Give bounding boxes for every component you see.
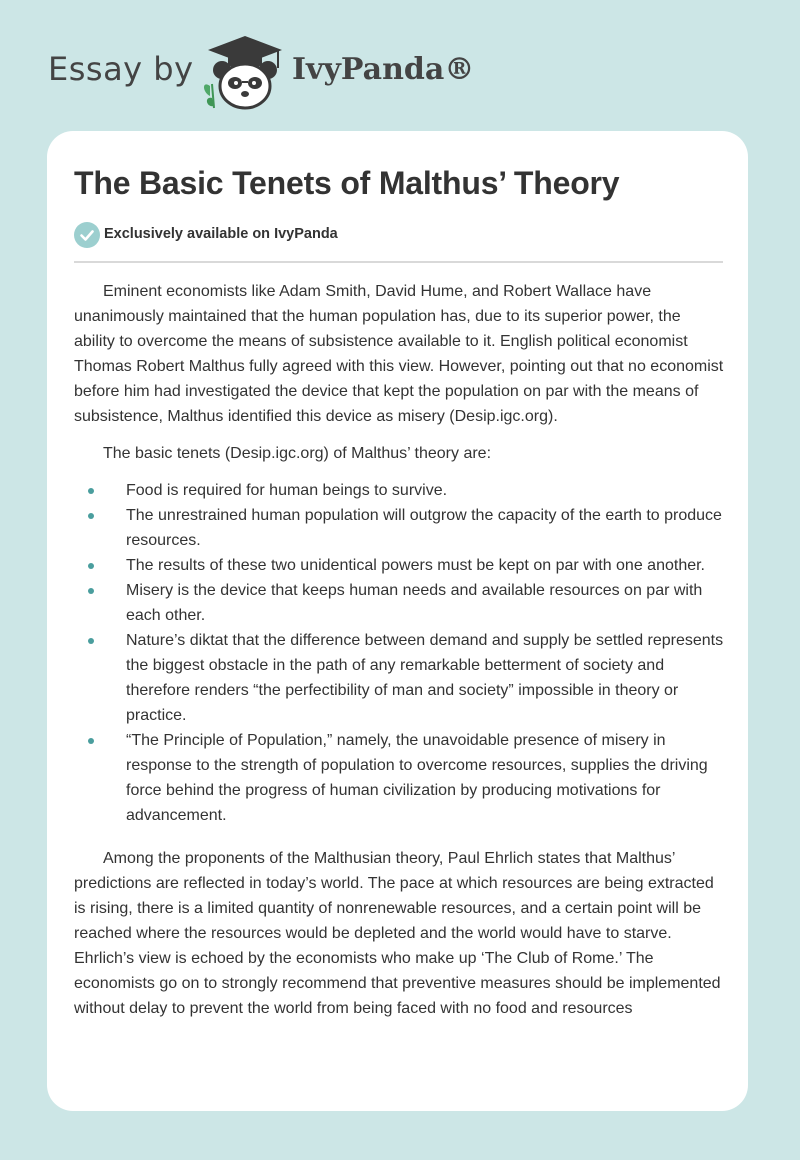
site-header: [0, 0, 800, 130]
list-item-text: Nature’s diktat that the difference between demand and supply be settled represents the biggest obstacle in the path of any remarkable betterment of society and therefore renders “the perfectibility of man and society” impossible in theory or practice.: [126, 632, 724, 724]
essay-card: [47, 131, 748, 1111]
list-item: [74, 578, 724, 628]
panda-logo-icon[interactable]: [198, 34, 292, 110]
divider: [74, 261, 723, 263]
bullet-icon: [88, 638, 94, 644]
bullet-icon: [88, 588, 94, 594]
list-item-text: The results of these two unidentical powers must be kept on par with one another.: [126, 557, 705, 574]
check-circle-icon: [74, 222, 100, 248]
list-item: [74, 628, 724, 728]
list-item-text: Food is required for human beings to survive.: [126, 482, 448, 499]
list-item-text: The unrestrained human population will outgrow the capacity of the earth to produce resources.: [126, 507, 722, 549]
essay-body: [74, 279, 724, 1033]
brand-name[interactable]: IvyPanda®: [292, 52, 475, 87]
badge-label: Exclusively available on IvyPanda: [104, 226, 338, 242]
page-title: The Basic Tenets of Malthus’ Theory: [74, 165, 620, 201]
paragraph: The basic tenets (Desip.igc.org) of Malthus’ theory are:: [103, 445, 492, 462]
list-item: [74, 553, 724, 578]
bullet-icon: [88, 563, 94, 569]
list-item: [74, 478, 724, 503]
list-item-text: Misery is the device that keeps human needs and available resources on par with each other.: [126, 582, 703, 624]
paragraph: Among the proponents of the Malthusian theory, Paul Ehrlich states that Malthus’ predictions are reflected in today’s world. The pace at which resources are being extracted is rising, there is a limited quantity of nonrenewable resources, and a certain point will be reached where the resources would be depleted and the world would have to starve. Ehrlich’s view is echoed by the economists who make up ‘The Club of Rome.’ The economists go on to strongly recommend that preventive measures should be implemented without delay to prevent the world from being faced with no food and resources: [74, 850, 721, 1017]
list-item: [74, 503, 724, 553]
paragraph: Eminent economists like Adam Smith, David Hume, and Robert Wallace have unanimously maintained that the human population has, due to its superior power, the ability to overcome the means of subsistence available to it. English political economist Thomas Robert Malthus fully agreed with this view. However, pointing out that no economist before him had investigated the device that kept the population on par with the means of subsistence, Malthus identified this device as misery (Desip.igc.org).: [74, 283, 724, 425]
bullet-icon: [88, 738, 94, 744]
tenets-list: [74, 478, 724, 828]
list-item-text: “The Principle of Population,” namely, the unavoidable presence of misery in response to the strength of population to overcome resources, supplies the driving force behind the progress of human civilization by producing motivations for advancement.: [126, 732, 708, 824]
bullet-icon: [88, 488, 94, 494]
bullet-icon: [88, 513, 94, 519]
brand-prefix: Essay by: [48, 50, 194, 88]
list-item: [74, 728, 724, 828]
